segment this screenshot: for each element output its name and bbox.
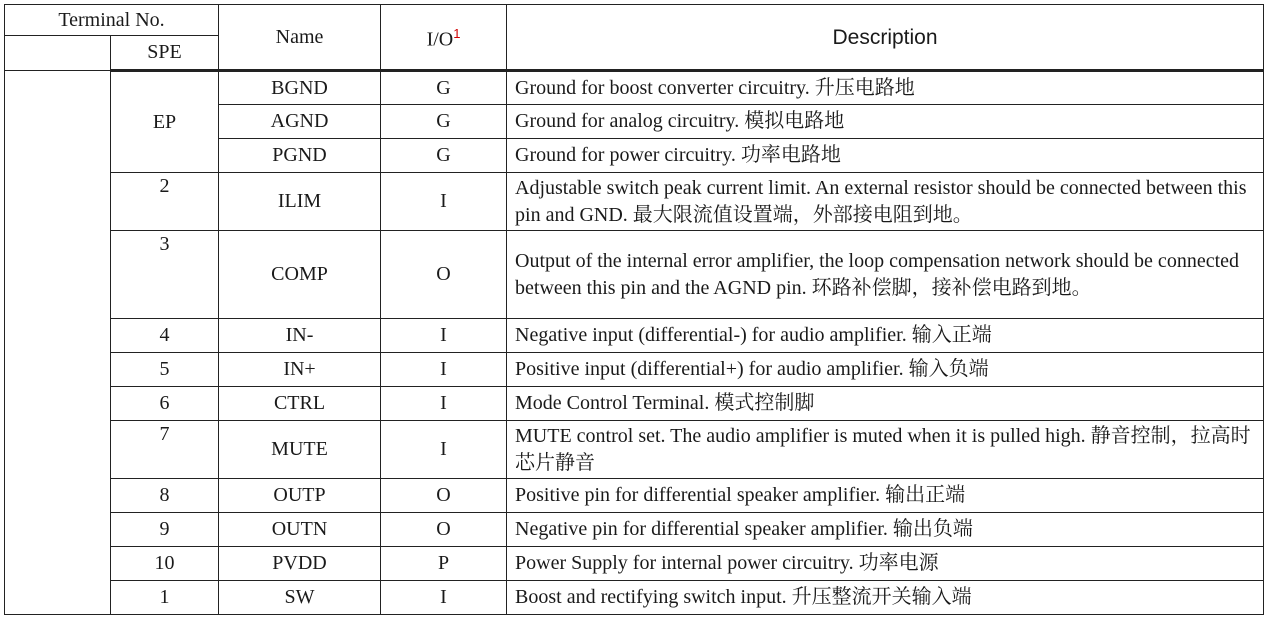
pin-description-cell: Mode Control Terminal. 模式控制脚 xyxy=(507,387,1264,421)
pin-name-cell: IN- xyxy=(219,319,381,353)
pin-description-cell: Positive input (differential+) for audio amplifier. 输入负端 xyxy=(507,353,1264,387)
pin-description-cell: Ground for power circuitry. 功率电路地 xyxy=(507,139,1264,173)
terminal-cell: 6 xyxy=(111,387,219,421)
pin-name-cell: PVDD xyxy=(219,547,381,581)
terminal-cell: 5 xyxy=(111,353,219,387)
table-row xyxy=(5,547,1264,581)
spe-header: SPE xyxy=(111,36,219,71)
terminal-cell: 1 xyxy=(111,581,219,615)
pin-io-cell: O xyxy=(381,231,507,319)
pin-description-cell: Adjustable switch peak current limit. An external resistor should be connected between this pin and GND. 最大限流值设置端，外部接电阻到地。 xyxy=(507,173,1264,231)
pin-description-cell: Power Supply for internal power circuitry. 功率电源 xyxy=(507,547,1264,581)
pin-io-cell: G xyxy=(381,105,507,139)
pin-io-cell: O xyxy=(381,513,507,547)
pin-io-cell: I xyxy=(381,421,507,479)
table-row xyxy=(5,387,1264,421)
pin-io-cell: P xyxy=(381,547,507,581)
pin-description-cell: Positive pin for differential speaker amplifier. 输出正端 xyxy=(507,479,1264,513)
pin-name-cell: OUTN xyxy=(219,513,381,547)
pin-name-cell: COMP xyxy=(219,231,381,319)
terminal-cell: 2 xyxy=(111,173,219,231)
io-header-label: I/O xyxy=(426,28,454,51)
table-row xyxy=(5,231,1264,319)
pin-io-cell: G xyxy=(381,139,507,173)
pin-name-cell: CTRL xyxy=(219,387,381,421)
name-header: Name xyxy=(219,5,381,71)
blank-left-column xyxy=(5,36,111,71)
terminal-cell: EP xyxy=(111,71,219,173)
pin-name-cell: SW xyxy=(219,581,381,615)
pin-io-cell: I xyxy=(381,353,507,387)
io-footnote-marker: 1 xyxy=(453,26,461,42)
terminal-cell: 3 xyxy=(111,231,219,319)
pin-name-cell: IN+ xyxy=(219,353,381,387)
pin-description-table xyxy=(4,4,1264,615)
pin-description-cell: Negative input (differential-) for audio amplifier. 输入正端 xyxy=(507,319,1264,353)
terminal-cell: 4 xyxy=(111,319,219,353)
pin-description-cell: Negative pin for differential speaker amplifier. 输出负端 xyxy=(507,513,1264,547)
description-header: Description xyxy=(507,5,1264,71)
pin-name-cell: MUTE xyxy=(219,421,381,479)
pin-name-cell: ILIM xyxy=(219,173,381,231)
table-row xyxy=(5,319,1264,353)
blank-left-column xyxy=(5,71,111,615)
pin-name-cell: PGND xyxy=(219,139,381,173)
terminal-cell: 9 xyxy=(111,513,219,547)
terminal-cell: 8 xyxy=(111,479,219,513)
pin-description-cell: Output of the internal error amplifier, the loop compensation network should be connected between this pin and the AGND pin. 环路补偿脚，接补偿电路到地。 xyxy=(507,231,1264,319)
pin-io-cell: I xyxy=(381,581,507,615)
pin-io-cell: G xyxy=(381,71,507,105)
terminal-no-header: Terminal No. xyxy=(5,5,219,36)
pin-io-cell: I xyxy=(381,173,507,231)
pin-name-cell: AGND xyxy=(219,105,381,139)
table-row xyxy=(5,421,1264,479)
pin-description-cell: MUTE control set. The audio amplifier is muted when it is pulled high. 静音控制，拉高时芯片静音 xyxy=(507,421,1264,479)
pin-name-cell: OUTP xyxy=(219,479,381,513)
pin-io-cell: I xyxy=(381,319,507,353)
pin-description-cell: Boost and rectifying switch input. 升压整流开关输入端 xyxy=(507,581,1264,615)
terminal-cell: 7 xyxy=(111,421,219,479)
pin-name-cell: BGND xyxy=(219,71,381,105)
terminal-cell: 10 xyxy=(111,547,219,581)
table-row xyxy=(5,479,1264,513)
table-row xyxy=(5,173,1264,231)
pin-description-cell: Ground for boost converter circuitry. 升压电路地 xyxy=(507,71,1264,105)
table-row xyxy=(5,71,1264,105)
table-row xyxy=(5,353,1264,387)
table-row xyxy=(5,513,1264,547)
table-row xyxy=(5,581,1264,615)
pin-io-cell: O xyxy=(381,479,507,513)
io-header xyxy=(381,5,507,71)
pin-io-cell: I xyxy=(381,387,507,421)
pin-description-cell: Ground for analog circuitry. 模拟电路地 xyxy=(507,105,1264,139)
